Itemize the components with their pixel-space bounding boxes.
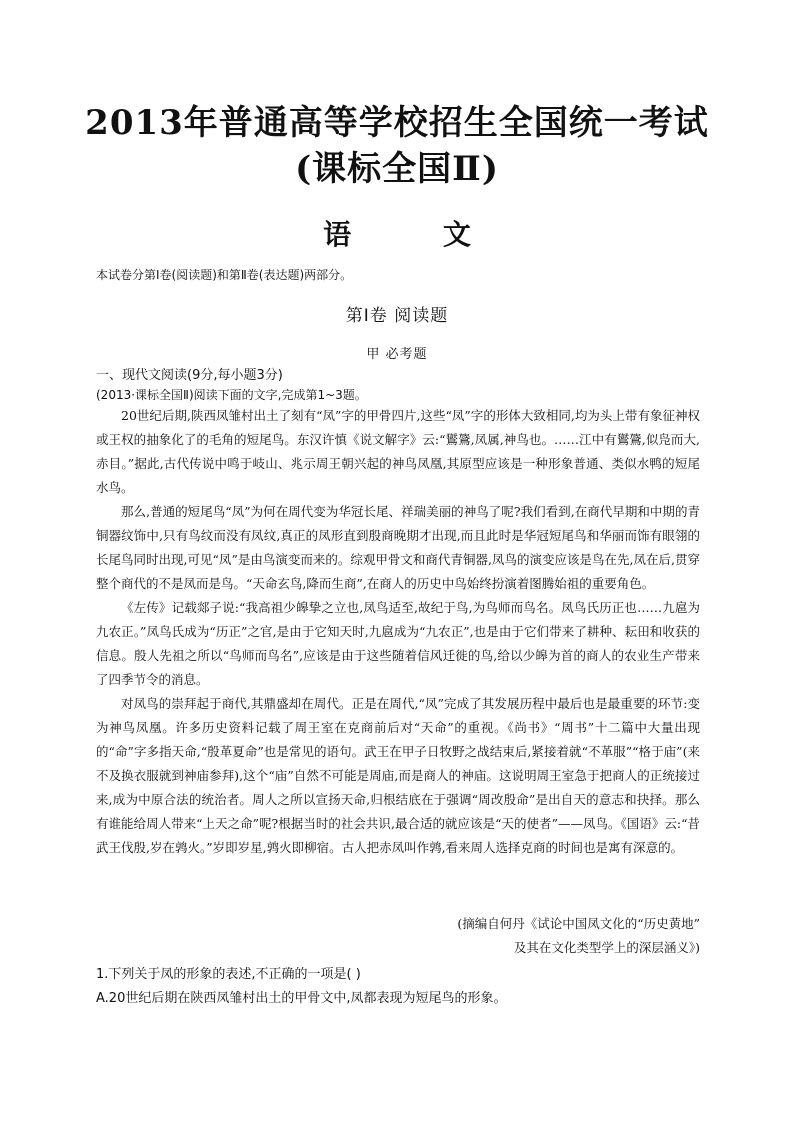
subject-title: 语 文 <box>323 218 497 251</box>
question-1: 1.下列关于凤的形象的表述,不正确的一项是( ) <box>96 967 361 982</box>
reading-passage <box>96 404 700 860</box>
exam-intro: 本试卷分第Ⅰ卷(阅读题)和第Ⅱ卷(表达题)两部分。 <box>96 268 353 282</box>
question-group-heading: 一、现代文阅读(9分,每小题3分) <box>96 368 283 383</box>
passage-paragraph-3: 《左传》记载郯子说:“我高祖少皞挚之立也,凤鸟适至,故纪于鸟,为鸟师而鸟名。凤鸟氏历正也……九扈为九农正。”凤鸟氏成为“历正”之官,是由于它知天时,九扈成为“九农正”,也是由于它们带来了耕种、耘田和收获的信息。殷人先祖之所以“鸟师而鸟名”,应该是由于这些随着信风迁徙的鸟,给以少皞为首的商人的农业生产带来了四季节令的消息。 <box>96 600 700 687</box>
citation-line-2: 及其在文化类型学上的深层涵义》) <box>513 940 700 955</box>
exam-title-line2: (课标全国Ⅱ) <box>295 149 499 189</box>
question-source-line: (2013·课标全国Ⅱ)阅读下面的文字,完成第1~3题。 <box>96 388 367 402</box>
citation-line-1: (摘编自何丹《试论中国凤文化的“历史黄地” <box>457 916 700 931</box>
exam-title-line1: 2013年普通高等学校招生全国统一考试 <box>85 103 709 143</box>
passage-paragraph-1: 20世纪后期,陕西凤雏村出土了刻有“凤”字的甲骨四片,这些“凤”字的形体大致相同,均为头上带有象征神权或王权的抽象化了的毛角的短尾鸟。东汉许慎《说文解字》云:“鸑鷟,凤属,神鸟也。……江中有鸑鷟,似凫而大,赤目。”据此,古代传说中鸣于岐山、兆示周王朝兴起的神鸟凤凰,其原型应该是一种形象普通、类似水鸭的短尾水鸟。 <box>96 408 700 495</box>
question-1-option-a: A.20世纪后期在陕西凤雏村出土的甲骨文中,凤都表现为短尾鸟的形象。 <box>96 991 507 1006</box>
passage-paragraph-4: 对凤鸟的崇拜起于商代,其鼎盛却在周代。正是在周代,“凤”完成了其发展历程中最后也是最重要的环节:变为神鸟凤凰。许多历史资料记载了周王室在克商前后对“天命”的重视。《尚书》“周书”十二篇中大量出现的“命”字多指天命,“殷革夏命”也是常见的语句。武王在甲子日牧野之战结束后,紧接着就“不革服”“格于庙”(来不及换衣服就到神庙参拜),这个“庙”自然不可能是周庙,而是商人的神庙。这说明周王室急于把商人的正统接过来,成为中原合法的统治者。周人之所以宣扬天命,归根结底在于强调“周改殷命”是出自天的意志和抉择。那么有谁能给周人带来“上天之命”呢?根据当时的社会共识,最合适的就应该是“天的使者”——凤鸟。《国语》云:“昔武王伐殷,岁在鹑火。”岁即岁星,鹑火即柳宿。古人把赤凤叫作鹑,看来周人选择克商的时间也是寓有深意的。 <box>96 696 700 855</box>
part-title: 第Ⅰ卷 阅读题 <box>345 306 449 326</box>
section-title: 甲 必考题 <box>366 347 428 362</box>
passage-paragraph-2: 那么,普通的短尾鸟“凤”为何在周代变为华冠长尾、祥瑞美丽的神鸟了呢?我们看到,在商代早期和中期的青铜器纹饰中,只有鸟纹而没有凤纹,真正的凤形直到殷商晚期才出现,而且此时是华冠短尾鸟和华丽而饰有眼翎的长尾鸟同时出现,可见“凤”是由鸟演变而来的。综观甲骨文和商代青铜器,凤鸟的演变应该是鸟在先,凤在后,贯穿整个商代的不是凤而是鸟。“天命玄鸟,降而生商”,在商人的历史中鸟始终扮演着图腾始祖的重要角色。 <box>96 504 700 591</box>
passage-citation <box>300 912 700 960</box>
